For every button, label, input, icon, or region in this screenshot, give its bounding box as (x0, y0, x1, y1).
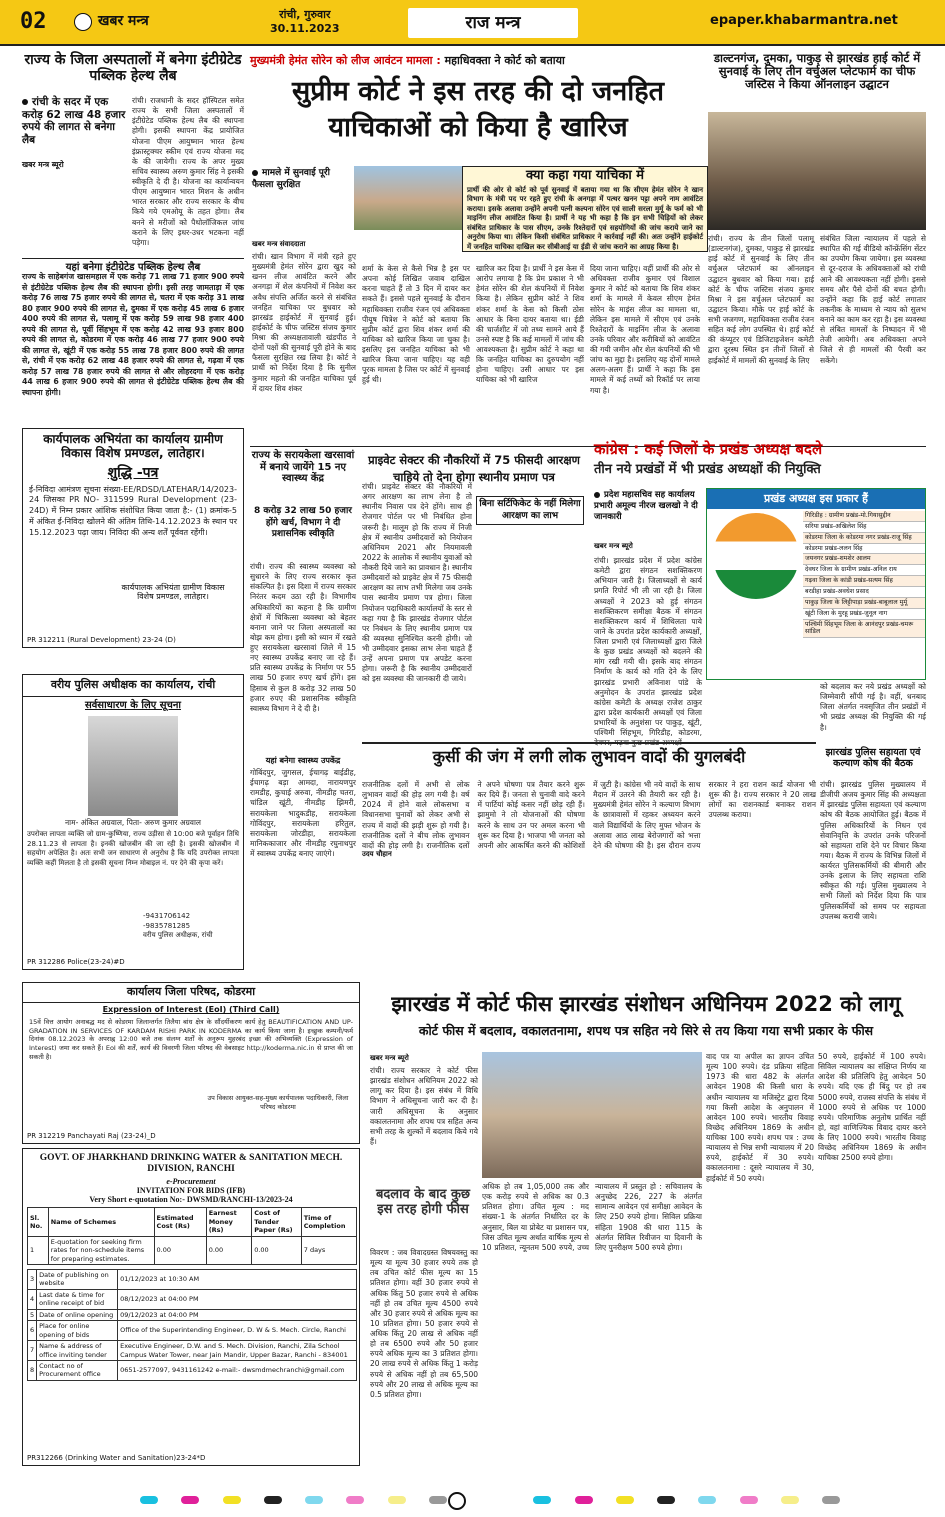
ad3-subtitle: Expression of Interest (EoI) (Third Call) (102, 1004, 280, 1014)
cong-subhead: तीन नये प्रखंडों में भी प्रखंड अध्यक्षों की नियुक्ति (594, 462, 821, 477)
lead-headline: सुप्रीम कोर्ट ने इस तरह की दो जनहित याचिकाओं को किया है खारिज (292, 76, 664, 144)
pvt-inset: बिना सर्टिफिकेट के नहीं मिलेगा आरक्षण का लाभ (476, 496, 584, 525)
ad4-cell: Contact no of Procurement office (37, 1360, 118, 1380)
table-row (28, 1360, 357, 1380)
ad2-subtitle: सर्वसाधारण के लिए सूचना (84, 699, 181, 711)
ad4-table (27, 1207, 357, 1265)
ad4-cell: 7 (28, 1341, 37, 1361)
ad4-cell: Name & address of office inviting tender (37, 1341, 118, 1361)
ad4-cell: 5 (28, 1309, 37, 1320)
page-number: 02 (20, 9, 47, 34)
lead-kicker: मुख्यमंत्री हेमंत सोरेन को लीज आवंटन मामला : महाधिवक्ता ने कोर्ट को बताया (250, 52, 706, 70)
ad4-header-cell: Name of Schemes (48, 1208, 154, 1236)
ad-latehar (22, 428, 244, 648)
ad4-cell: 1 (28, 1236, 49, 1264)
ad4-header-cell: Estimated Cost (Rs) (154, 1208, 206, 1236)
ad4-cell: 09/12/2023 at 04:00 PM (118, 1309, 357, 1320)
ad4-header-cell: Time of Completion (301, 1208, 356, 1236)
ad2-pr: PR 312286 Police(23-24)#D (27, 957, 125, 966)
table-row (28, 1341, 357, 1361)
health-subhead: यहां बनेगा स्वास्थ्य उपकेंद्र (265, 756, 341, 765)
ad2-phone: -9431706142 -9835781285 (143, 912, 195, 930)
ad4-cell: 8 (28, 1360, 37, 1380)
fee-subhead: कोर्ट फीस में बदलाव, वकालतनामा, शपथ पत्र सहित नये सिरे से तय किया गया सभी प्रकार के फीस (418, 1023, 874, 1038)
right-body1: रांची। राज्य के तीन जिलों पलामू (डाल्टनगंज), दुमका, पाकुड़ से झारखंड हाई कोर्ट में सुनवाई के लिए तीन वर्चुअल प्लेटफार्म का ऑनलाइन उद्घाटन बुधवार को किया गया। हाई कोर्ट के चीफ जस्टिस संजय कुमार मिश्रा ने इस वर्चुअल प्लेटफार्म का उद्घाटन किया। मौके पर हाई कोर्ट के सभी जजगण, महाधिवक्ता राजीव रंजन सहित कई लोग उपस्थित थे। हाई कोर्ट की कंप्यूटर एवं डिजिटाइजेशन कमेटी द्वारा दूरस्थ स्थित इन तीनों जिलों से हाईकोर्ट में मामलों की सुनवाई के लिए (708, 234, 817, 365)
fee-side-headline: बदलाव के बाद कुछ इस तरह होगी फीस (375, 1187, 471, 1217)
high-court-photo (354, 166, 462, 230)
table-row (28, 1289, 357, 1309)
kursi-byline: उदय चौहान (362, 850, 392, 858)
ad4-cell: 01/12/2023 at 10:30 AM (118, 1270, 357, 1290)
health-bullet: 8 करोड़ 32 लाख 50 हजार होंगे खर्च, विभाग ने दी प्रशासनिक स्वीकृति (254, 506, 352, 540)
ad3-title: कार्यालय जिला परिषद, कोडरमा (23, 983, 359, 1003)
ad4-cell: Office of the Superintending Engineer, D. W & S. Mech. Circle, Ranchi (118, 1321, 357, 1341)
ad4-cell: 0.00 (206, 1236, 252, 1264)
ad4-cell: 08/12/2023 at 04:00 PM (118, 1289, 357, 1309)
ad1-subtitle: शुद्धि -पत्र (107, 464, 159, 481)
dateline: रांची, गुरुवार 30.11.2023 (270, 8, 340, 35)
virtual-platform-photo (708, 112, 926, 230)
cong-box-title: प्रखंड अध्यक्ष इस प्रकार हैं (707, 489, 925, 509)
ad4-cell: 3 (28, 1270, 37, 1290)
ad3-sign: उप विकास आयुक्त-सह-मुख्य कार्यपालक पदाधिकारी, जिला परिषद कोडरमा (207, 1093, 351, 1111)
cong-list-item: देवघर जिला के ग्रामीण प्रखंड-अनिल राय (803, 565, 925, 576)
cong-bullet: प्रदेश महासचिव सह कार्यालय प्रभारी अमूल्य नीरज खलखो ने दी जानकारी (594, 490, 698, 523)
fee-body1: रांची। राज्य सरकार ने कोर्ट फीस झारखंड संशोधन अधिनियम 2022 को लागू कर दिया है। इस संबंध में विधि विभाग ने अधिसूचना जारी कर दी है। जारी अधिसूचना के अनुसार वकालतनामा और शपथ पत्र सहित अन्य सभी तरह के शुल्कों में बदलाव किये गये हैं। (370, 1066, 481, 1146)
cong-list-item: सरिया प्रखंड-अखिलेश सिंह (803, 522, 925, 533)
epaper-url[interactable]: epaper.khabarmantra.net (710, 13, 898, 28)
ad1-sign: कार्यपालक अभियंता ग्रामीण विकास विशेष प्रमण्डल, लातेहार। (121, 582, 225, 601)
ad3-pr: PR 312219 Panchayati Raj (23-24)_D (27, 1131, 156, 1140)
bullet-icon (252, 170, 258, 176)
right-body2: संबंधित जिला न्यायालय में पहले से स्थापित की गई वीडियो कॉन्फ्रेंसिंग सेंटर का उपयोग किया जायेगा। इस व्यवस्था से दूर-दराज के अधिवक्ताओं को रांची आने की आवश्यकता नहीं होगी। इससे समय और पैसे दोनों की बचत होगी। उन्होंने कहा कि हाई कोर्ट लगातार तकनीक के माध्यम से न्याय को सुलभ बनाने का काम कर रहा है। इस व्यवस्था से लंबित मामलों के निष्पादन में भी तेजी आयेगी। अब अधिवक्ता अपने जिले से ही मामलों की पैरवी कर सकेंगे। (820, 234, 929, 365)
ad4-cell: 0651-2577097, 9431161242 e-mail:- dwsmdmechranchi@gmail.com (118, 1360, 357, 1380)
ad4-cell: 7 days (301, 1236, 356, 1264)
health-body: रांची। राज्य की स्वास्थ्य व्यवस्था को सुधारने के लिए राज्य सरकार कृत संकल्पित है। इस दिशा में राज्य सरकार निरंतर कदम उठा रही है। विभागीय अधिकारियों का कहना है कि ग्रामीण क्षेत्रों में चिकित्सा व्यवस्था को बेहतर बनाना जाने पर जिला अस्पतालों का बोझ कम होगा। इसी को ध्यान में रखते हुए सरायकेला खरसावां जिले में 15 नए स्वास्थ्य उपकेंद्र बनाए जा रहे हैं। प्रति स्वास्थ्य उपकेंद्र के निर्माण पर 55 लाख 50 हजार रुपए खर्च होंगे। इस हिसाब से कुल 8 करोड़ 32 लाख 50 हजार रुपए की प्रशासनिक स्वीकृति स्वास्थ्य विभाग ने दे दी है। (250, 562, 359, 713)
ad4-cell: 0.00 (154, 1236, 206, 1264)
ad4-cell: Date of online opening (37, 1309, 118, 1320)
cong-list-item: कोडरमा प्रखंड-ललन सिंह (803, 544, 925, 555)
cong-list-item: गिरिडीह : ग्रामीण प्रखंड-मो.गियासुद्दीन (803, 511, 925, 522)
cong-list-item: बरडीहा प्रखंड-अवधेश प्रसाद (803, 587, 925, 598)
table-row (28, 1270, 357, 1290)
right-headline: डाल्टनगंज, दुमका, पाकुड़ से झारखंड हाई कोर्ट में सुनवाई के लिए तीन वर्चुअल प्लेटफार्म का चीफ जस्टिस ने किया ऑनलाइन उद्घाटन (713, 51, 921, 92)
ad-dws (22, 1148, 360, 1466)
fee-headline: झारखंड में कोर्ट फीस झारखंड संशोधन अधिनियम 2022 को लागू (391, 992, 901, 1016)
ad4-header-cell: Cost of Tender Paper (Rs) (252, 1208, 302, 1236)
ad4-header-cell: Earnest Money (Rs) (206, 1208, 252, 1236)
ad4-sub: e-Procurement (166, 1176, 216, 1186)
cong-list-item: पश्चिमी सिंहभूम जिला के आनंदपुर प्रखंड-चमरू सांडिल (803, 620, 925, 639)
fee-byline: खबर मन्त्र ब्यूरो (370, 1054, 409, 1062)
brand-logo-icon (74, 13, 92, 31)
cong-headline: कांग्रेस : कई जिलों के प्रखंड अध्यक्ष बदले (594, 440, 823, 458)
s1-headline: राज्य के जिला अस्पतालों में बनेगा इंटीग्रेटेड पब्लिक हेल्थ लैब (24, 52, 242, 85)
pvt-body: रांची। प्राइवेट सेक्टर की नौकरियों में अगर आरक्षण का लाभ लेना है तो स्थानीय निवास पत्र देने होंगे। साथ ही रोजगार पोर्टल पर भी निबंधित होना जरूरी है। मालूम हो कि राज्य में निजी क्षेत्र में स्थानीय उम्मीदवारों को नियोजन अधिनियम 2021 और नियमावली 2022 के आलोक में स्थानीय युवाओं को नौकरी दिये जाने का प्रावधान है। स्थानीय उम्मीदवारों को प्राइवेट क्षेत्र में 75 फीसदी आरक्षण का लाभ तभी मिलेगा जब उनके पास स्थानीय प्रमाण पत्र होगा। जिला नियोजन पदाधिकारी कार्यालयों के स्तर से कहा गया है कि झारखंड रोजगार पोर्टल पर निबंधन के लिए स्थानीय प्रमाण पत्र की व्यवस्था सुनिश्चित करनी होगी। जो भी उम्मीदवार इसका लाभ लेना चाहते हैं उन्हें अपना प्रमाण पत्र अपडेट करना होगा। जरूरी है कि स्थानीय उम्मीदवारों को इस व्यवस्था की जानकारी दी जाये। (362, 482, 475, 684)
registration-mark-icon (448, 1492, 466, 1510)
color-strip (140, 1496, 840, 1508)
cong-list (803, 511, 925, 638)
s1-body-cont (22, 176, 126, 256)
lead-inset (462, 166, 708, 252)
missing-person-photo (88, 716, 178, 816)
fee-body3: अधिक हो तब 1,05,000 तक और एक करोड़ रुपये से अधिक का 0.3 प्रतिशत होगा। उचित मूल्य : मद संख्या-1 के अंतर्गत निर्धारित दर के अनुसार, बिल या प्रोबेट या प्रशासन पत्र, जिस उचित मूल्य अर्थात वार्षिक मूल्य से 10 प्रतिशत, न्यूनतम 500 रुपये, उच्च न्यायालय में प्रस्तुत हो : सचिवालय के अनुच्छेद 226, 227 के अंतर्गत सामान्य आवेदन एवं समीक्षा आवेदन के लिए 250 रुपये होगा। सिविल प्रक्रिया संहिता 1908 की धारा 115 के अंतर्गत सिविल रिवीजन या दिवानी के लिए पुनरीक्षण 500 रुपये होगा। (482, 1182, 705, 1252)
health-headline: राज्य के सरायकेला खरसावां में बनाये जायेंगे 15 नए स्वास्थ्य केंद्र (251, 450, 355, 484)
ad4-cell: 6 (28, 1321, 37, 1341)
kursi-headline: कुर्सी की जंग में लगी लोक लुभावन वादों की युगलबंदी (362, 742, 816, 766)
police-body: रांची। झारखंड पुलिस मुख्यालय में डीजीपी अजय कुमार सिंह की अध्यक्षता में झारखंड पुलिस सहायता एवं कल्याण कोष की बैठक आयोजित हुई। बैठक में पुलिस अधिकारियों के निधन एवं सेवानिवृत्ति के उपरांत उनके परिजनों को सहायता राशि देने पर विचार किया गया। बैठक में राज्य के विभिन्न जिलों में कार्यरत पुलिसकर्मियों की बीमारी और उनके इलाज के लिए सहायता राशि स्वीकृत की गई। पुलिस मुख्यालय ने सभी जिलों को निर्देश दिया कि पात्र पुलिसकर्मियों को समय पर सहायता उपलब्ध करायी जाये। (820, 780, 929, 921)
civil-court-photo (482, 1052, 702, 1178)
pvt-headline: प्राइवेट सेक्टर की नौकरियों में 75 फीसदी आरक्षण चाहिये तो देना होगा स्थानीय प्रमाण पत्र (368, 453, 580, 485)
ad2-name: नाम- अंकित अग्रवाल, पिता- अरुण कुमार अग्रवाल (64, 818, 202, 828)
fee-body2: विवरण : जब विवादग्रस्त विषयवस्तु का मूल्य या मूल्य 30 हजार रुपये तक हो तब उचित कोर्ट फीस मूल्य का 15 प्रतिशत होगा। वहीं 30 हजार रुपये से अधिक किंतु 50 हजार रुपये से अधिक नहीं हो तब उचित मूल्य 4500 रुपये और 30 हजार रुपये से अधिक मूल्य का 10 प्रतिशत होगा। 50 हजार रुपये से अधिक किंतु 20 लाख से अधिक नहीं हो तब 6500 रुपये और 50 हजार रुपये अधिक मूल्य का 3 प्रतिशत होगा। 20 लाख रुपये से अधिक किंतु 1 करोड़ रुपये से अधिक नहीं हो तब 65,500 रुपये और 20 लाख से अधिक मूल्य का 0.5 प्रतिशत होगा। (370, 1248, 481, 1399)
cong-list-item: पाकुड़ जिला के लिट्टीपाड़ा प्रखंड-बाबूलाल मुर्मू (803, 598, 925, 609)
ad-police (22, 674, 244, 970)
ad4-pr: PR312266 (Drinking Water and Sanitation)23-24*D (27, 1453, 206, 1462)
fee-body5: 50 रुपये, हाईकोर्ट में 100 रुपये। सिविल न्यायालय का संक्षिप्त निर्णय या आदेश की प्रतिलिपि हेतु आवेदन 50 रुपये। यदि एक ही बिंदु पर हो तब 5000 रुपये, राजस्व संपत्ति के संबंध में 1000 रुपये से अधिक पर 1000 रुपये। परिमाणिक अनुतोष प्रार्थित नहीं हो, वहां वाणिज्यिक विवाद दायर करने के लिए 1000 रुपये। भारतीय विवाह विच्छेद अधिनियम 1869 के अधीन याचिका 2500 रुपये होगा। (818, 1052, 929, 1163)
s1-body: रांची। राजधानी के सदर हॉस्पिटल समेत राज्य के सभी जिला अस्पतालों में इंटीग्रेटेड पब्लिक हेल्थ लैब की स्थापना होगी। इसकी स्थापना केंद्र प्रायोजित योजना पीएम आयुष्मान भारत हेल्थ इंफ्रास्ट्रक्चर स्कीम एवं राज्य योजना मद के की जायेगी। राज्य के अपर मुख्य सचिव स्वास्थ्य अरुण कुमार सिंह ने इसकी स्वीकृति दे दी है। योजना का कार्यान्वयन पीएम आयुष्मान भारत मिशन के अधीन भारत सरकार और राज्य सरकार के बीच किये गये एमओयू के तहत होगा। लैब बनने से मरीजों को पैथोलॉजिकल जांच कराने के लिए इधर-उधर भटकना नहीं पड़ेगा। (132, 96, 247, 247)
cong-box (706, 488, 926, 680)
s1-list: राज्य के साहेबगंज खासमहाल में एक करोड़ 71 लाख 71 हजार 900 रुपये से इंटीग्रेटेड पब्लिक हेल्थ लैब की स्थापना होगी। इसी तरह जामताड़ा में एक करोड़ 76 लाख 75 हजार रुपये की लागत से, चतरा में एक करोड़ 31 लाख 80 हजार 900 रुपये की लागत से, दुमका में एक करोड़ 45 लाख 6 हजार 400 रुपये की लागत से, पलामू में एक करोड़ 59 लाख 98 हजार 400 रुपये की लागत से, पूर्वी सिंहभूम में एक करोड़ 42 लाख 93 हजार 800 रुपये की लागत से, कोडरमा में एक करोड़ 46 लाख 77 हजार 900 रुपये की लागत से, खूंटी में एक करोड़ 55 लाख 78 हजार 800 रुपये की लागत से, रांची में एक करोड़ 62 लाख 48 हजार रुपये की लागत से, गढ़वा में एक करोड़ 57 लाख 78 हजार रुपये की लागत से और लोहरदगा में एक करोड़ 44 लाख 6 हजार 900 रुपये की लागत से इंटीग्रेटेड पब्लिक हेल्थ लैब की स्थापना होगी। (22, 272, 247, 397)
ad1-body: ई-निविदा आमंत्रण सूचना संख्या-EE/RDSD/LATEHAR/14/2023-24 जिसका PR NO- 311599 Rural Development (23-24D) में निम्न प्रकार आंशिक संशोधित किया जाता है:- (1) क्रमांक-5 में अंकित ई-निविदा खोलने की अंतिम तिथि-14.12.2023 के स्थान पर 15.12.2023 पढ़ा जाय। निविदा की अन्य शर्तें पूर्ववत रहेंगी। (29, 484, 240, 537)
ad3-body: 15वें वित्त आयोग अनाबद्ध मद से कोडरमा जिलान्तर्गत तिलैया बांध क्षेत्र के सौंदर्यीकरण कार्य हेतु BEAUTIFICATION AND UP-GRADATION IN SERVICES OF KARDAM RISHI PARK IN KODERMA का कार्य किया जाना है। इच्छुक कम्पनी/फर्म दिनांक 08.12.2023 के अपराह्न 12:00 बजे तक संलग्न शर्तों के अनुरूप मुहरबंद इच्छा की अभिव्यक्ति (Expression of Interest) जमा कर सकते हैं। EoI की शर्तें, कार्य की विवरणी जिला परिषद की वेबसाइट http://koderma.nic.in से प्राप्त की जा सकती है। (29, 1017, 356, 1061)
ad4-cell: Place for online opening of bids (37, 1321, 118, 1341)
cong-list-item: गढ़वा जिला के कांडी प्रखंड-सत्यम सिंह (803, 576, 925, 587)
pvt-body-cont (476, 530, 584, 730)
s1-bullet: रांची के सदर में एक करोड़ 62 लाख 48 हजार रुपये की लागत से बनेगा लैब (22, 96, 126, 146)
ad1-pr: PR 312211 (Rural Development) 23-24 (D) (27, 635, 176, 644)
cong-list-item: कोडरमा जिला के कोडरमा नगर प्रखंड-राजू सिंह (803, 533, 925, 544)
ad4-sub3: Very Short e-quotation No:- DWSMD/RANCHI-13/2023-24 (89, 1195, 293, 1205)
ad4-cell: E-quotation for seeking firm rates for non-schedule items for preparing estimates. (48, 1236, 154, 1264)
ad4-cell: Last date & time for online receipt of bid (37, 1289, 118, 1309)
lead-col1: रांची। खान विभाग में मंत्री रहते हुए मुख्यमंत्री हेमंत सोरेन द्वारा खुद को खनन लीज आवंटित करने और अनगड़ा में शेल कंपनियों में निवेश कर अवैध संपत्ति अर्जित करने से संबंधित जनहित याचिका पर बुधवार को झारखंड हाईकोर्ट में सुनवाई हुई। हाईकोर्ट के चीफ जस्टिस संजय कुमार मिश्रा की अध्यक्षतावाली खंडपीठ ने दोनों पक्षों की सुनवाई पूरी होने के बाद फैसला सुरक्षित रख लिया है। कोर्ट ने प्रार्थी को निर्देश दिया है कि सुनील कुमार महतो की जनहित याचिका पूर्व में दायर शिव शंकर (252, 252, 359, 393)
ad2-sign: वरीय पुलिस अधीक्षक, रांची (143, 931, 213, 940)
lead-col3: खारिज कर दिया है। प्रार्थी ने इस केस में आरोप लगाया है कि प्रेम प्रकाश ने भी हेमंत सोरेन की शेल कंपनियों में निवेश किया है। लेकिन सुप्रीम कोर्ट ने शिव शंकर शर्मा के केस को किसी ठोस आधार के बिना दायर बताया था। ईडी की चार्जशीट में जो तथ्य सामने आये हैं उनसे स्पष्ट है कि कई मामलों में जांच की आवश्यकता है। सुप्रीम कोर्ट ने कहा था कि जनहित याचिका का दुरुपयोग नहीं होना चाहिए। उसी आधार पर इस याचिका को भी खारिज (476, 264, 587, 385)
ad4-cell: 0.00 (252, 1236, 302, 1264)
health-list: गोबिंदपुर, जुगसल, ईचागढ़ बाईडीह, ईचागढ़ बड़ा आमदा, नारायणपुर रामडीह, कुचाई अरुवा, नीमडीह चतरा, चांडिल खूंटी, नीमडीह झिमरी, सरायकेला भादुकडीह, सरायकेला गोविंदपुर, सरायकेला हरितुल, सरायकेला जोरडीहा, सरायकेला मानिककाजार और नीमडीह रघुनाथपुर में स्वास्थ्य उपकेंद्र बनाए जाएंगे। (250, 768, 359, 858)
ad4-cell: 4 (28, 1289, 37, 1309)
s1-byline: खबर मन्त्र ब्यूरो (22, 160, 64, 169)
police-headline: झारखंड पुलिस सहायता एवं कल्याण कोष की बैठक (825, 747, 921, 769)
ad2-body: उपरोक्त लापता व्यक्ति जो ग्राम-कुष्णिया, राज्य उड़ीसा से 10:00 बजे पूर्वाहन तिथि 28.11.23 से लापता है। इनकी खोजबीन की जा रही है। इसकी खोजबीन में सहयोग अपेक्षित है। अतः सभी जन साधारण से अनुरोध है कि यदि उपरोक्त लापता व्यक्ति कहीं मिलता है तो इसकी सूचना निम्न मोबाइल नं. पर देने की कृपा करें। (27, 830, 242, 867)
lead-inset-text: प्रार्थी की ओर से कोर्ट को पूर्व सुनवाई में बताया गया था कि सीएम हेमंत सोरेन ने खान विभाग के मंत्री पद पर रहते हुए रांची के अनगड़ा में पत्थर खनन पट्टा अपने नाम आवंटित कराया। इसके अलावा उन्होंने अपनी पत्नी कल्पना सोरेन एवं साली सरला मुर्मू के फर्म को भी माइनिंग लीज आवंटित किया है। प्रार्थी ने यह भी कहा है कि इन सभी चिड़ियों को लेकर संबंधित प्राधिकार के पास सीएम, उनके रिश्तेदारों एवं सहयोगियों की जांच कराये जाने का अनुरोध किया था। लेकिन किसी संबंधित प्राधिकार ने कार्रवाई नहीं की। अतः उन्होंने हाईकोर्ट में जनहित याचिका दाखिल कर सीबीआई या ईडी से जांच कराने का आग्रह किया है। (467, 185, 706, 251)
table-row (28, 1309, 357, 1320)
ad4-sub2: INVITATION FOR BIDS (IFB) (136, 1186, 246, 1196)
lead-col4: दिया जाना चाहिए। वहीं प्रार्थी की ओर से अधिवक्ता राजीव कुमार एवं विशाल कुमार ने कोर्ट को बताया कि शिव शंकर शर्मा के मामले में केवल सीएम हेमंत सोरेन के माइंस लीज का मामला था, लेकिन इस मामले में सीएम एवं उनके रिश्तेदारों के माइनिंग लीज के अलावा उनके परिवार और करीबियों को आवंटित की गयी जमीन और शेल कंपनियों की भी जांच का मुद्दा है। इसलिए यह दोनों मामले अलग-अलग हैं। प्रार्थी ने कहा कि इस मामले में कई तथ्यों को रिकॉर्ड पर लाया गया है। (590, 264, 703, 395)
ad4-title: GOVT. OF JHARKHAND DRINKING WATER & SANITATION MECH. DIVISION, RANCHI (39, 1153, 343, 1174)
cong-byline: खबर मन्त्र ब्यूरो (594, 542, 633, 550)
ad1-title: कार्यपालक अभियंता का कार्यालय ग्रामीण विकास विशेष प्रमण्डल, लातेहार। (43, 432, 223, 460)
s1-subhead: यहां बनेगा इंटीग्रेटेड पब्लिक हेल्थ लैब (22, 258, 244, 274)
ad-koderma (22, 982, 360, 1144)
lead-byline: खबर मन्त्र संवाददाता (252, 240, 306, 248)
cong-body2: को बदलाव कर नये प्रखंड अध्यक्षों को जिम्मेवारी सौंपी गई है। वहीं, धनबाद जिला अंतर्गत नवसृजित तीन प्रखंडों में भी प्रखंड अध्यक्ष की नियुक्ति की गई है। (820, 682, 929, 732)
cong-body: रांची। झारखंड प्रदेश में प्रदेश कांग्रेस कमेटी द्वारा संगठन सशक्तिकरण अभियान जारी है। जिलाध्यक्षों से कार्य प्रगति रिपोर्ट भी ली जा रही है। जिला अध्यक्षों ने 2023 को हुई संगठन सशक्तिकरण समीक्षा बैठक में संगठन सशक्तिकरण कार्य में शिथिलता पाये जाने के उपरांत प्रदेश कार्यकारी अध्यक्षों, जिला प्रभारी एवं जिलाध्यक्षों द्वारा जिले के कुछ प्रखंड अध्यक्षों को बदलने की मांग रखी गयी थी। इसके बाद संगठन निर्माण के कार्य को गति देने के लिए झारखंड प्रभारी अविनाश पांडे के अनुमोदन के उपरांत झारखंड प्रदेश कांग्रेस कमेटी के अध्यक्ष राजेश ठाकुर द्वारा प्रदेश कार्यकारी अध्यक्षों एवं जिला प्रभारियों के अनुशंसा पर पाकुड़, खूंटी, पश्चिमी सिंहभूम, गिरिडीह, कोडरमा, देवघर, गढ़वा कुछ प्रखंड अध्यक्षों (594, 556, 705, 748)
bullet-icon (22, 99, 28, 105)
ad4-cell: Date of publishing on website (37, 1270, 118, 1290)
lead-bullet: मामले में सुनवाई पूरी फैसला सुरक्षित (252, 168, 330, 190)
ad4-header-cell: Sl. No. (28, 1208, 49, 1236)
cong-list-item: जयनगर प्रखंड-शमशेर आलम (803, 554, 925, 565)
cong-list-item: खूंटी जिला के मुरहू प्रखंड-जुनूल नाग (803, 609, 925, 620)
ad4-schedule (27, 1269, 357, 1381)
section-title: राज मन्त्र (408, 8, 578, 38)
ad2-title: वरीय पुलिस अधीक्षक का कार्यालय, रांची (23, 675, 243, 697)
ad4-cell: Executive Engineer, D.W. and S. Mech. Division, Ranchi, Zila School Campus Water Tower, near Jain Mandir, Upper Bazar, Ranchi - 834001 (118, 1341, 357, 1361)
hand-symbol-icon (713, 513, 799, 599)
kursi-body: राजनीतिक दलों में अभी से लोक लुभावन वादों की होड़ लग गयी है। वर्ष 2024 में होने वाले लोकसभा व विधानसभा चुनावों को लेकर अभी से राज्य में वादों की झड़ी शुरू हो गयी है। राजनीतिक दलों ने बीच लोक लुभावन वादों की होड़ लगी है। राजनीतिक दलों ने अपने घोषणा पत्र तैयार करने शुरू कर दिये हैं। जनता से चुनावी वादे करने में पार्टियां कोई कसर नहीं छोड़ रही हैं। झामुमो ने तो योजनाओं की घोषणा करने के साथ उन पर अमल करना भी शुरू कर दिया है। भाजपा भी जनता को अपनी ओर आकर्षित करने की कोशिशों में जुटी है। कांग्रेस भी नये वादों के साथ मैदान में उतरने की तैयारी कर रही है। मुख्यमंत्री हेमंत सोरेन ने कल्याण विभाग के छात्रावासों में रहकर अध्ययन करने वाले विद्यार्थियों के लिए मुफ्त भोजन के अलावा आठ लाख बेरोजगारों को भत्ता देने की घोषणा की है। इस दौरान राज्य सरकार ने हरा राशन कार्ड योजना भी शुरू की है। राज्य सरकार ने 20 लाख लोगों का राशनकार्ड बनाकर राशन उपलब्ध कराया। (362, 780, 819, 850)
fee-body4: वाद पत्र या अपील का ज्ञापन उचित मूल्य 100 रुपये। दंड प्रक्रिया संहिता 1973 की धारा 482 के अंतर्गत आवेदन 1908 की किसी धारा के अधीन न्यायालय या मजिस्ट्रेट द्वारा दिया गया किसी आदेश के अनुपालन में आवेदन 100 रुपये। भारतीय विवाह विच्छेद अधिनियम 1869 के अधीन याचिका 100 रुपये। शपथ पत्र : उच्च न्यायालय से भिन्न सभी न्यायालय में 20 रुपये, हाईकोर्ट में 30 रुपये। वकालतनामा : दूसरे न्यायालय में 30, हाईकोर्ट में 50 रुपये। (706, 1052, 817, 1183)
lead-col2: शर्मा के केस से कैसे भिन्न है इस पर अपना कोई लिखित जवाब दाखिल करना चाहते हैं तो 3 दिन में दायर कर सकते हैं। इससे पहले सुनवाई के दौरान महाधिवक्ता राजीव रंजन एवं अधिवक्ता पीयूष चित्रेश ने कोर्ट को बताया कि सुप्रीम कोर्ट द्वारा शिव शंकर शर्मा की याचिका को खारिज किया जा चुका है। इसलिए इस जनहित याचिका को भी खारिज किया जाना चाहिए। यह वही पूरक मामला है जिस पर कोर्ट में सुनवाई हुई थी। (362, 264, 473, 385)
brand-name: खबर मन्त्र (98, 13, 149, 29)
table-row (28, 1321, 357, 1341)
bullet-icon (594, 492, 600, 498)
lead-inset-title: क्या कहा गया याचिका में (525, 168, 645, 183)
